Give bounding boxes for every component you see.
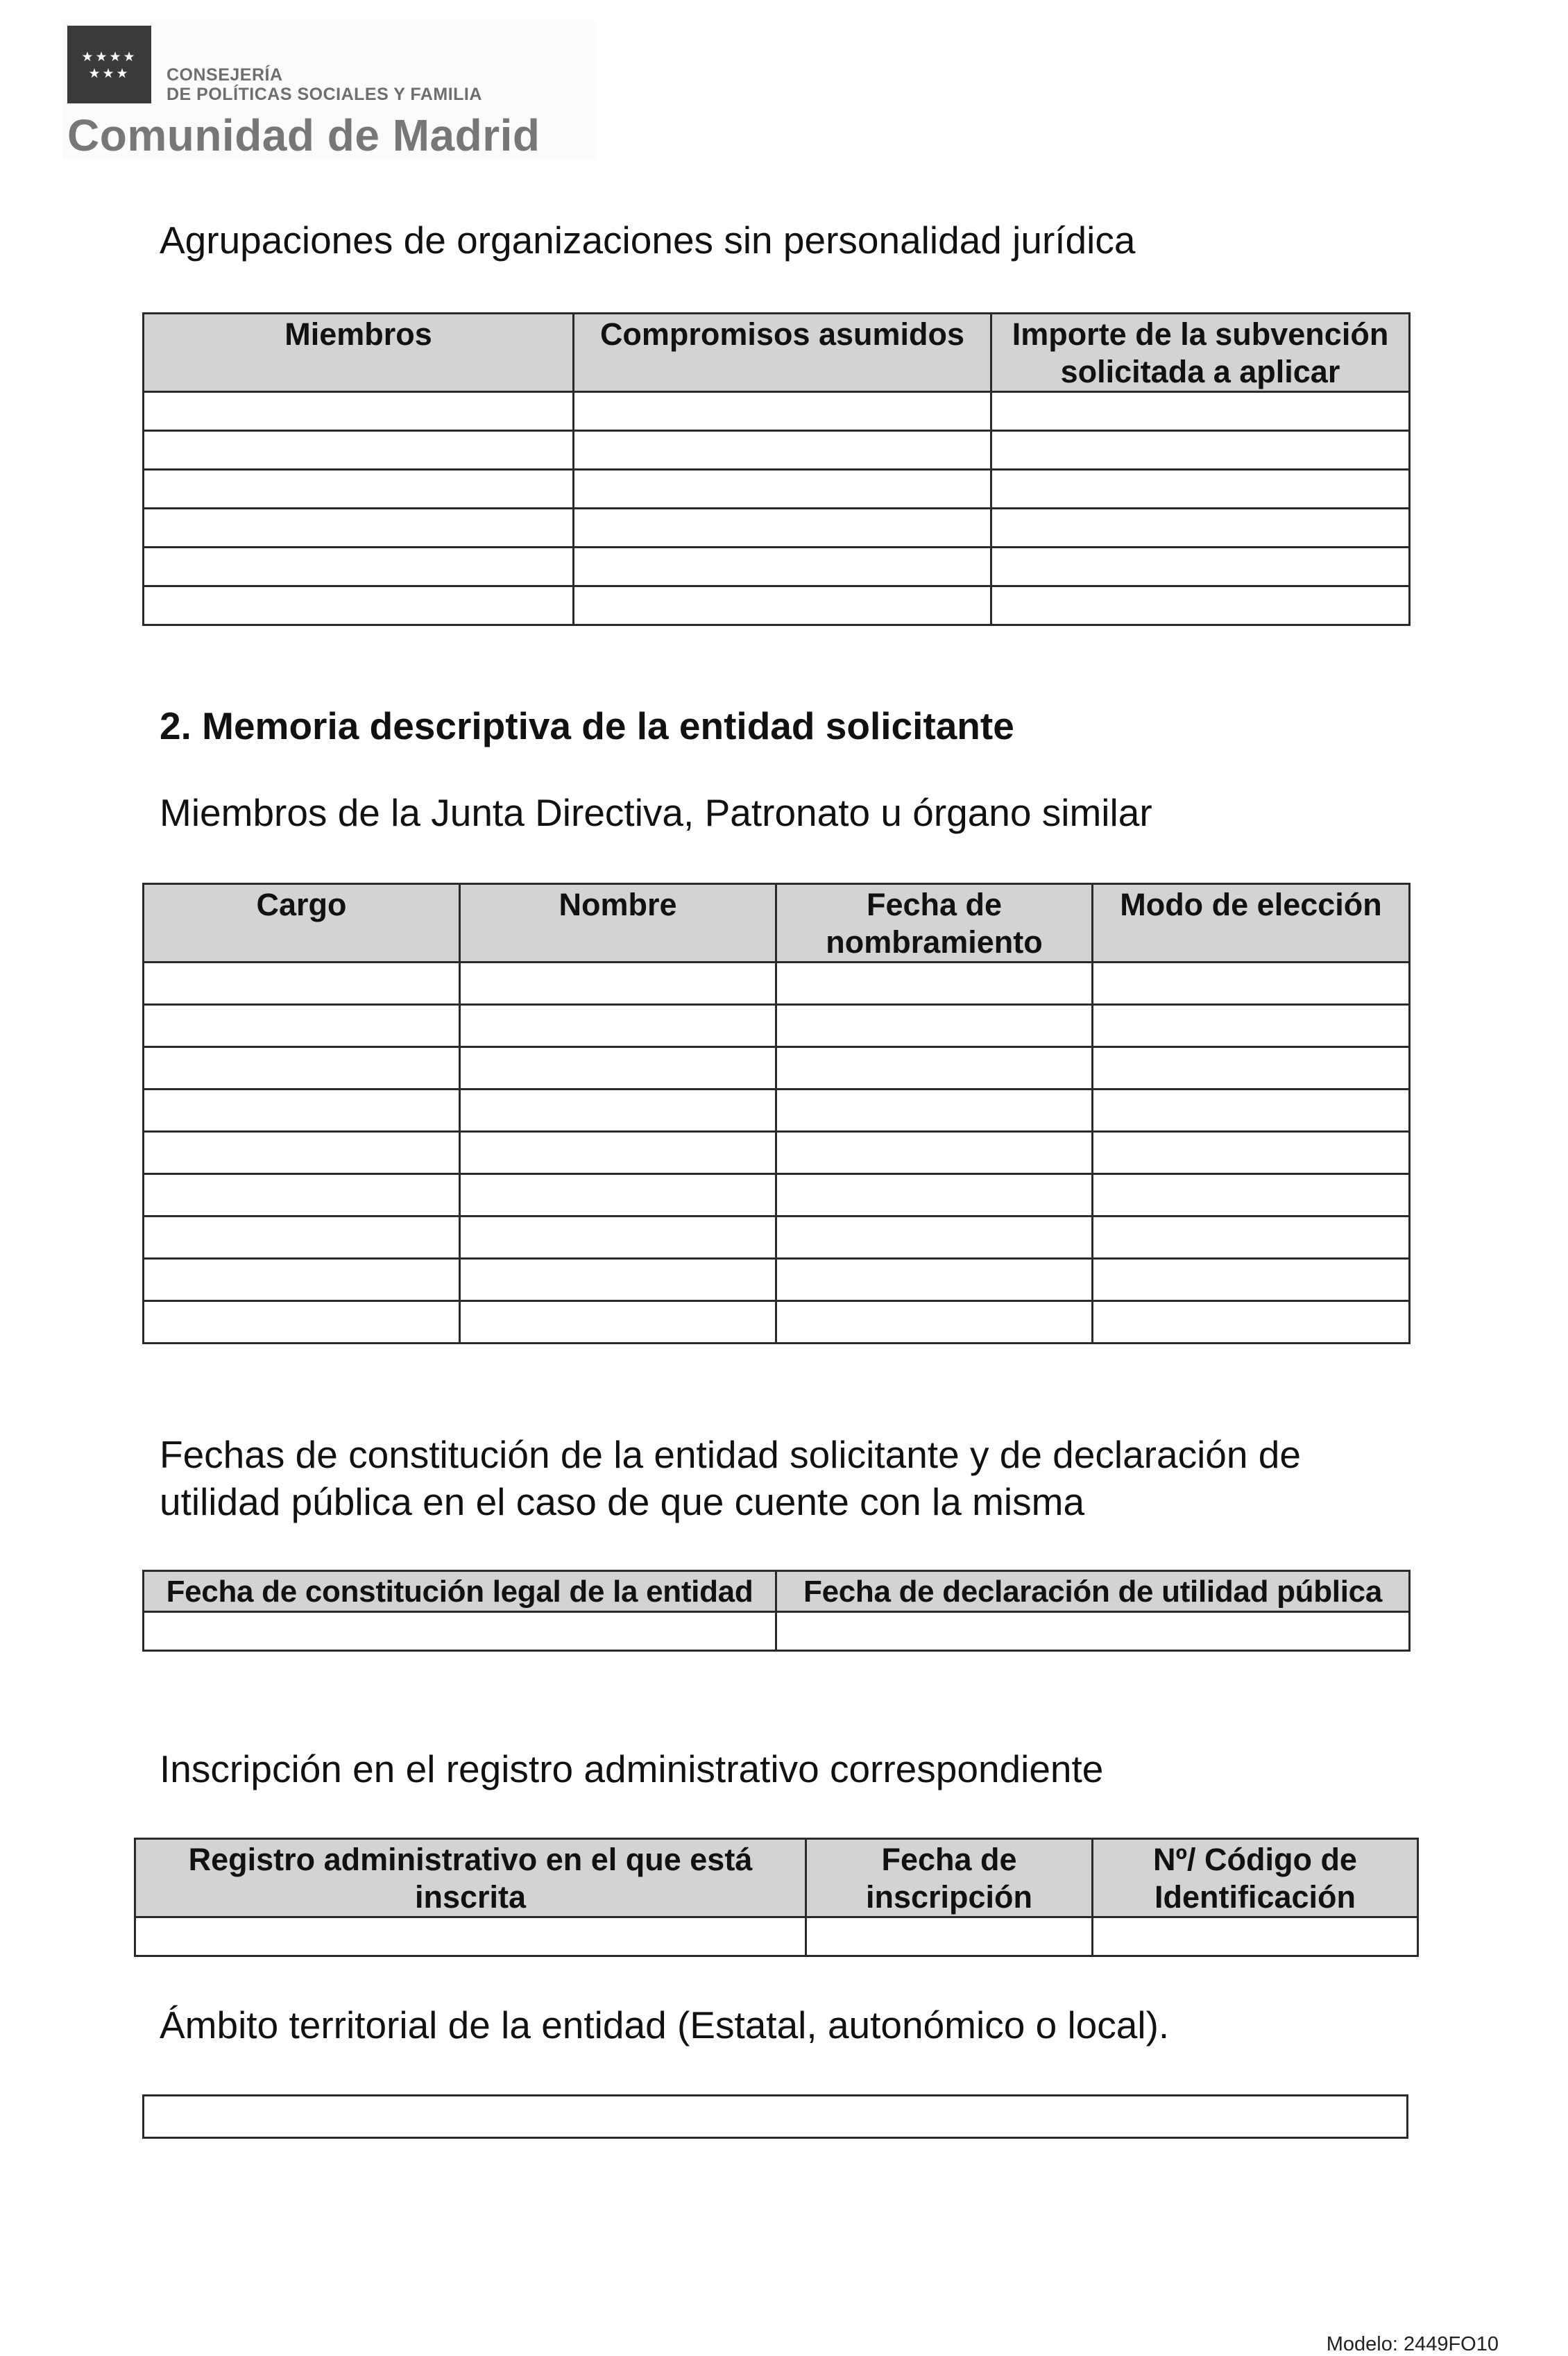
table-header-row [144,884,1410,963]
model-code: Modelo: 2449FO10 [1326,2333,1499,2355]
table-cell[interactable] [460,1217,776,1259]
table-cell[interactable] [991,548,1410,586]
table-cell[interactable] [460,1005,776,1047]
table-row [135,1917,1418,1956]
table-cell[interactable] [460,1090,776,1132]
subsection-title-inscripcion: Inscripción en el registro administrativo correspondiente [160,1747,1104,1790]
table-cell[interactable] [574,586,991,625]
column-header: Cargo [144,884,460,963]
table-cell[interactable] [776,963,1093,1005]
table-cell[interactable] [460,963,776,1005]
agrupaciones-table [142,312,1411,626]
table-row [144,1090,1410,1132]
table-cell[interactable] [144,548,574,586]
table-cell[interactable] [776,1047,1093,1090]
table-cell[interactable] [776,1259,1093,1301]
section-title-agrupaciones: Agrupaciones de organizaciones sin personalidad jurídica [160,219,1136,262]
table-cell[interactable] [776,1301,1093,1344]
table-cell[interactable] [806,1917,1093,1956]
table-cell[interactable] [144,1090,460,1132]
table-row [144,470,1410,509]
table-cell[interactable] [776,1090,1093,1132]
table-cell[interactable] [1093,1174,1410,1217]
table-row [144,2096,1408,2138]
table-cell[interactable] [460,1174,776,1217]
column-header: Fecha de constitución legal de la entidad [144,1571,776,1612]
table-cell[interactable] [991,431,1410,470]
table-row [144,1005,1410,1047]
table-row [144,1174,1410,1217]
table-row [144,431,1410,470]
table-cell[interactable] [1093,1917,1418,1956]
inscripcion-table [134,1838,1419,1957]
table-cell[interactable] [991,586,1410,625]
column-header: Nº/ Código de Identificación [1093,1839,1418,1917]
table-cell[interactable] [144,1301,460,1344]
table-row [144,963,1410,1005]
madrid-flag-logo [67,26,151,103]
table-row [144,548,1410,586]
table-cell[interactable] [144,509,574,548]
table-cell[interactable] [776,1174,1093,1217]
ambito-field[interactable] [144,2096,1408,2138]
stars-icon: ★★★ [88,67,130,81]
table-cell[interactable] [1093,1132,1410,1174]
table-cell[interactable] [144,1005,460,1047]
table-row [144,586,1410,625]
table-cell[interactable] [1093,1090,1410,1132]
table-cell[interactable] [1093,1005,1410,1047]
table-row [144,509,1410,548]
column-header: Nombre [460,884,776,963]
junta-table [142,883,1411,1344]
table-cell[interactable] [574,431,991,470]
table-row [144,1217,1410,1259]
column-header: Fecha de inscripción [806,1839,1093,1917]
table-row [144,392,1410,431]
table-row [144,1612,1410,1651]
table-header-row [144,1571,1410,1612]
section-title-memoria: 2. Memoria descriptiva de la entidad solicitante [160,704,1014,747]
column-header: Modo de elección [1093,884,1410,963]
table-row [144,1047,1410,1090]
fechas-table [142,1570,1411,1652]
table-cell[interactable] [1093,963,1410,1005]
column-header: Registro administrativo en el que está inscrita [135,1839,806,1917]
subsection-title-ambito: Ámbito territorial de la entidad (Estatal, autonómico o local). [160,2003,1170,2046]
table-cell[interactable] [776,1612,1410,1651]
table-row [144,1259,1410,1301]
column-header: Fecha de nombramiento [776,884,1093,963]
table-cell[interactable] [1093,1301,1410,1344]
table-cell[interactable] [574,392,991,431]
table-cell[interactable] [144,1612,776,1651]
table-row [144,1132,1410,1174]
column-header: Importe de la subvención solicitada a aplicar [991,314,1410,392]
table-cell[interactable] [1093,1047,1410,1090]
logo-department-text: CONSEJERÍA DE POLÍTICAS SOCIALES Y FAMILIA [167,65,482,104]
table-cell[interactable] [144,431,574,470]
table-cell[interactable] [574,509,991,548]
table-cell[interactable] [460,1301,776,1344]
stars-icon: ★★★★ [81,50,137,65]
table-cell[interactable] [991,392,1410,431]
table-cell[interactable] [460,1132,776,1174]
column-header: Miembros [144,314,574,392]
table-cell[interactable] [991,509,1410,548]
table-cell[interactable] [574,470,991,509]
table-cell[interactable] [144,1217,460,1259]
table-cell[interactable] [460,1047,776,1090]
table-cell[interactable] [460,1259,776,1301]
table-cell[interactable] [144,1047,460,1090]
logo-institution-name: Comunidad de Madrid [67,110,540,160]
table-cell[interactable] [776,1132,1093,1174]
table-cell[interactable] [776,1005,1093,1047]
table-header-row [135,1839,1418,1917]
table-cell[interactable] [1093,1259,1410,1301]
table-cell[interactable] [144,1174,460,1217]
table-row [144,1301,1410,1344]
table-cell[interactable] [574,548,991,586]
table-cell[interactable] [144,1259,460,1301]
table-cell[interactable] [144,470,574,509]
column-header: Compromisos asumidos [574,314,991,392]
table-cell[interactable] [776,1217,1093,1259]
table-cell[interactable] [144,392,574,431]
table-cell[interactable] [1093,1217,1410,1259]
table-cell[interactable] [991,470,1410,509]
subsection-title-fechas: Fechas de constitución de la entidad solicitante y de declaración de utilidad pública en el caso de que cuente con la misma [160,1433,1301,1523]
table-cell[interactable] [135,1917,806,1956]
subsection-title-junta: Miembros de la Junta Directiva, Patronato u órgano similar [160,791,1152,834]
table-cell[interactable] [144,1132,460,1174]
column-header: Fecha de declaración de utilidad pública [776,1571,1410,1612]
table-cell[interactable] [144,586,574,625]
table-cell[interactable] [144,963,460,1005]
ambito-table [142,2094,1408,2139]
table-header-row [144,314,1410,392]
